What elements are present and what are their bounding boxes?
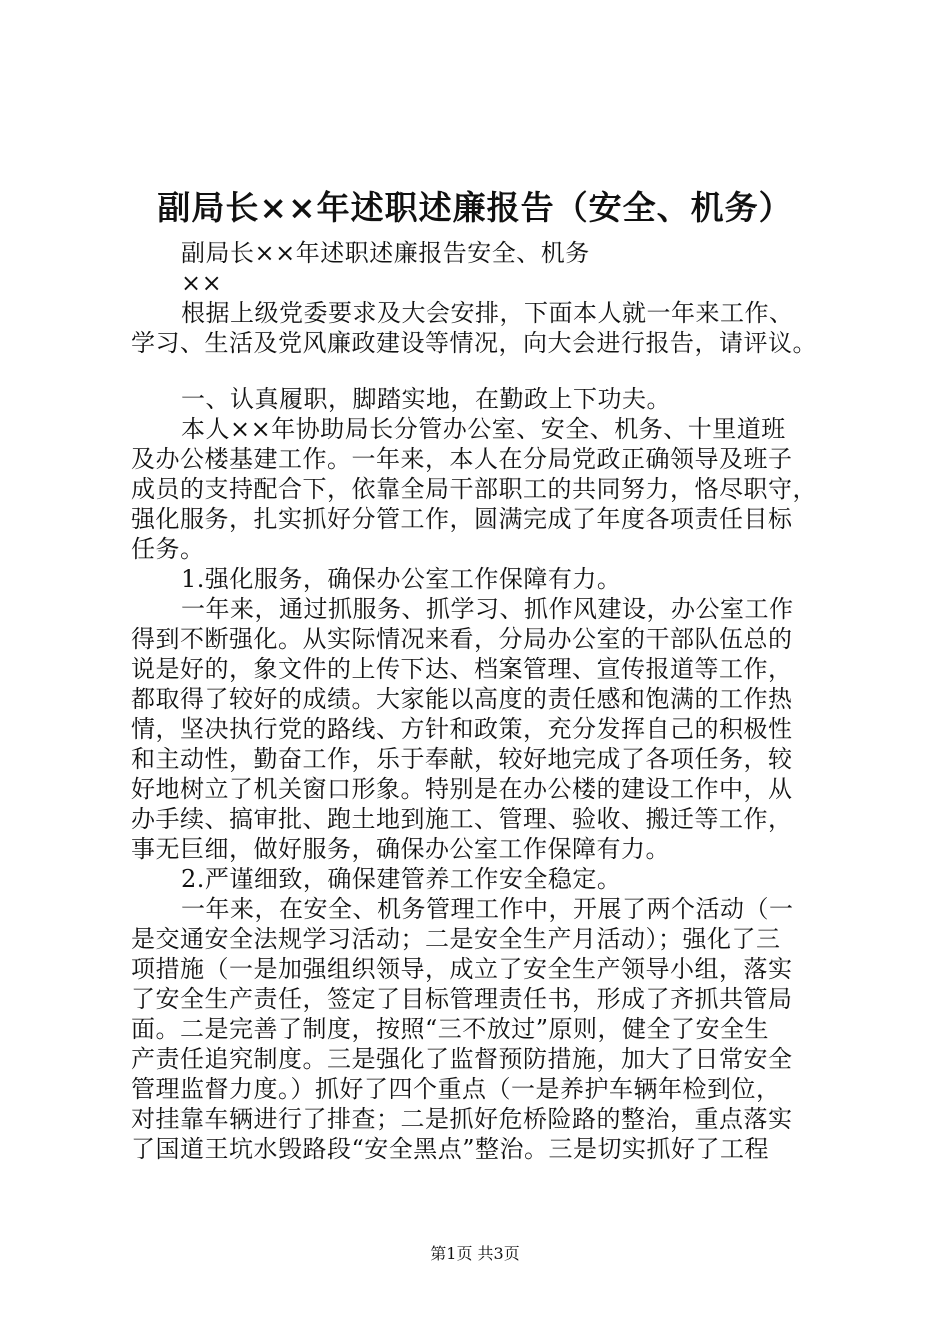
body-line: 及办公楼基建工作。一年来，本人在分局党政正确领导及班子 [131,445,793,473]
body-line: 办手续、搞审批、跑土地到施工、管理、验收、搬迁等工作， [131,805,793,833]
section-heading: 一、认真履职，脚踏实地，在勤政上下功夫。 [181,385,671,413]
body-line: 好地树立了机关窗口形象。特别是在办公楼的建设工作中，从 [131,775,793,803]
body-line: 了国道王坑水毁路段“安全黑点”整治。三是切实抓好了工程 [131,1135,770,1163]
body-line: 事无巨细，做好服务，确保办公室工作保障有力。 [131,835,670,863]
body-line: 学习、生活及党风廉政建设等情况，向大会进行报告，请评议。 [131,329,817,357]
page-number-footer: 第1页 共3页 [430,1244,520,1263]
body-line: 和主动性，勤奋工作，乐于奉献，较好地完成了各项任务，较 [131,745,793,773]
body-line: 项措施（一是加强组织领导，成立了安全生产领导小组，落实 [131,955,793,983]
body-line: 都取得了较好的成绩。大家能以高度的责任感和饱满的工作热 [131,685,793,713]
document-body [131,238,837,1164]
body-line: 强化服务，扎实抓好分管工作，圆满完成了年度各项责任目标 [131,505,793,533]
body-line: 产责任追究制度。三是强化了监督预防措施，加大了日常安全 [131,1045,793,1073]
author-line: ×× [181,269,223,297]
body-line: 面。二是完善了制度，按照“三不放过”原则，健全了安全生 [131,1015,770,1043]
body-line: 对挂靠车辆进行了排查；二是抓好危桥险路的整治，重点落实 [131,1105,793,1133]
body-line: 根据上级党委要求及大会安排，下面本人就一年来工作、 [181,299,794,327]
subsection-heading: 1.强化服务，确保办公室工作保障有力。 [181,565,622,593]
body-line: 说是好的，象文件的上传下达、档案管理、宣传报道等工作， [131,655,793,683]
body-line: 了安全生产责任，签定了目标管理责任书，形成了齐抓共管局 [131,985,793,1013]
body-line: 任务。 [131,535,205,563]
body-line: 是交通安全法规学习活动；二是安全生产月活动）；强化了三 [131,925,781,953]
subsection-heading: 2.严谨细致，确保建管养工作安全稳定。 [181,865,622,893]
body-line: 一年来，在安全、机务管理工作中，开展了两个活动（一 [181,895,794,923]
body-line: 成员的支持配合下，依靠全局干部职工的共同努力，恪尽职守， [131,475,817,503]
body-line: 一年来，通过抓服务、抓学习、抓作风建设，办公室工作 [181,595,794,623]
document-title: 副局长××年述职述廉报告（安全、机务） [157,188,793,227]
body-line: 得到不断强化。从实际情况来看，分局办公室的干部队伍总的 [131,625,793,653]
body-line: 本人××年协助局长分管办公室、安全、机务、十里道班 [181,415,786,443]
body-line: 情，坚决执行党的路线、方针和政策，充分发挥自己的积极性 [131,715,793,743]
paragraph-gap [131,358,837,384]
body-line: 管理监督力度。）抓好了四个重点（一是养护车辆年检到位， [131,1075,781,1103]
subtitle-line: 副局长××年述职述廉报告安全、机务 [181,239,590,267]
